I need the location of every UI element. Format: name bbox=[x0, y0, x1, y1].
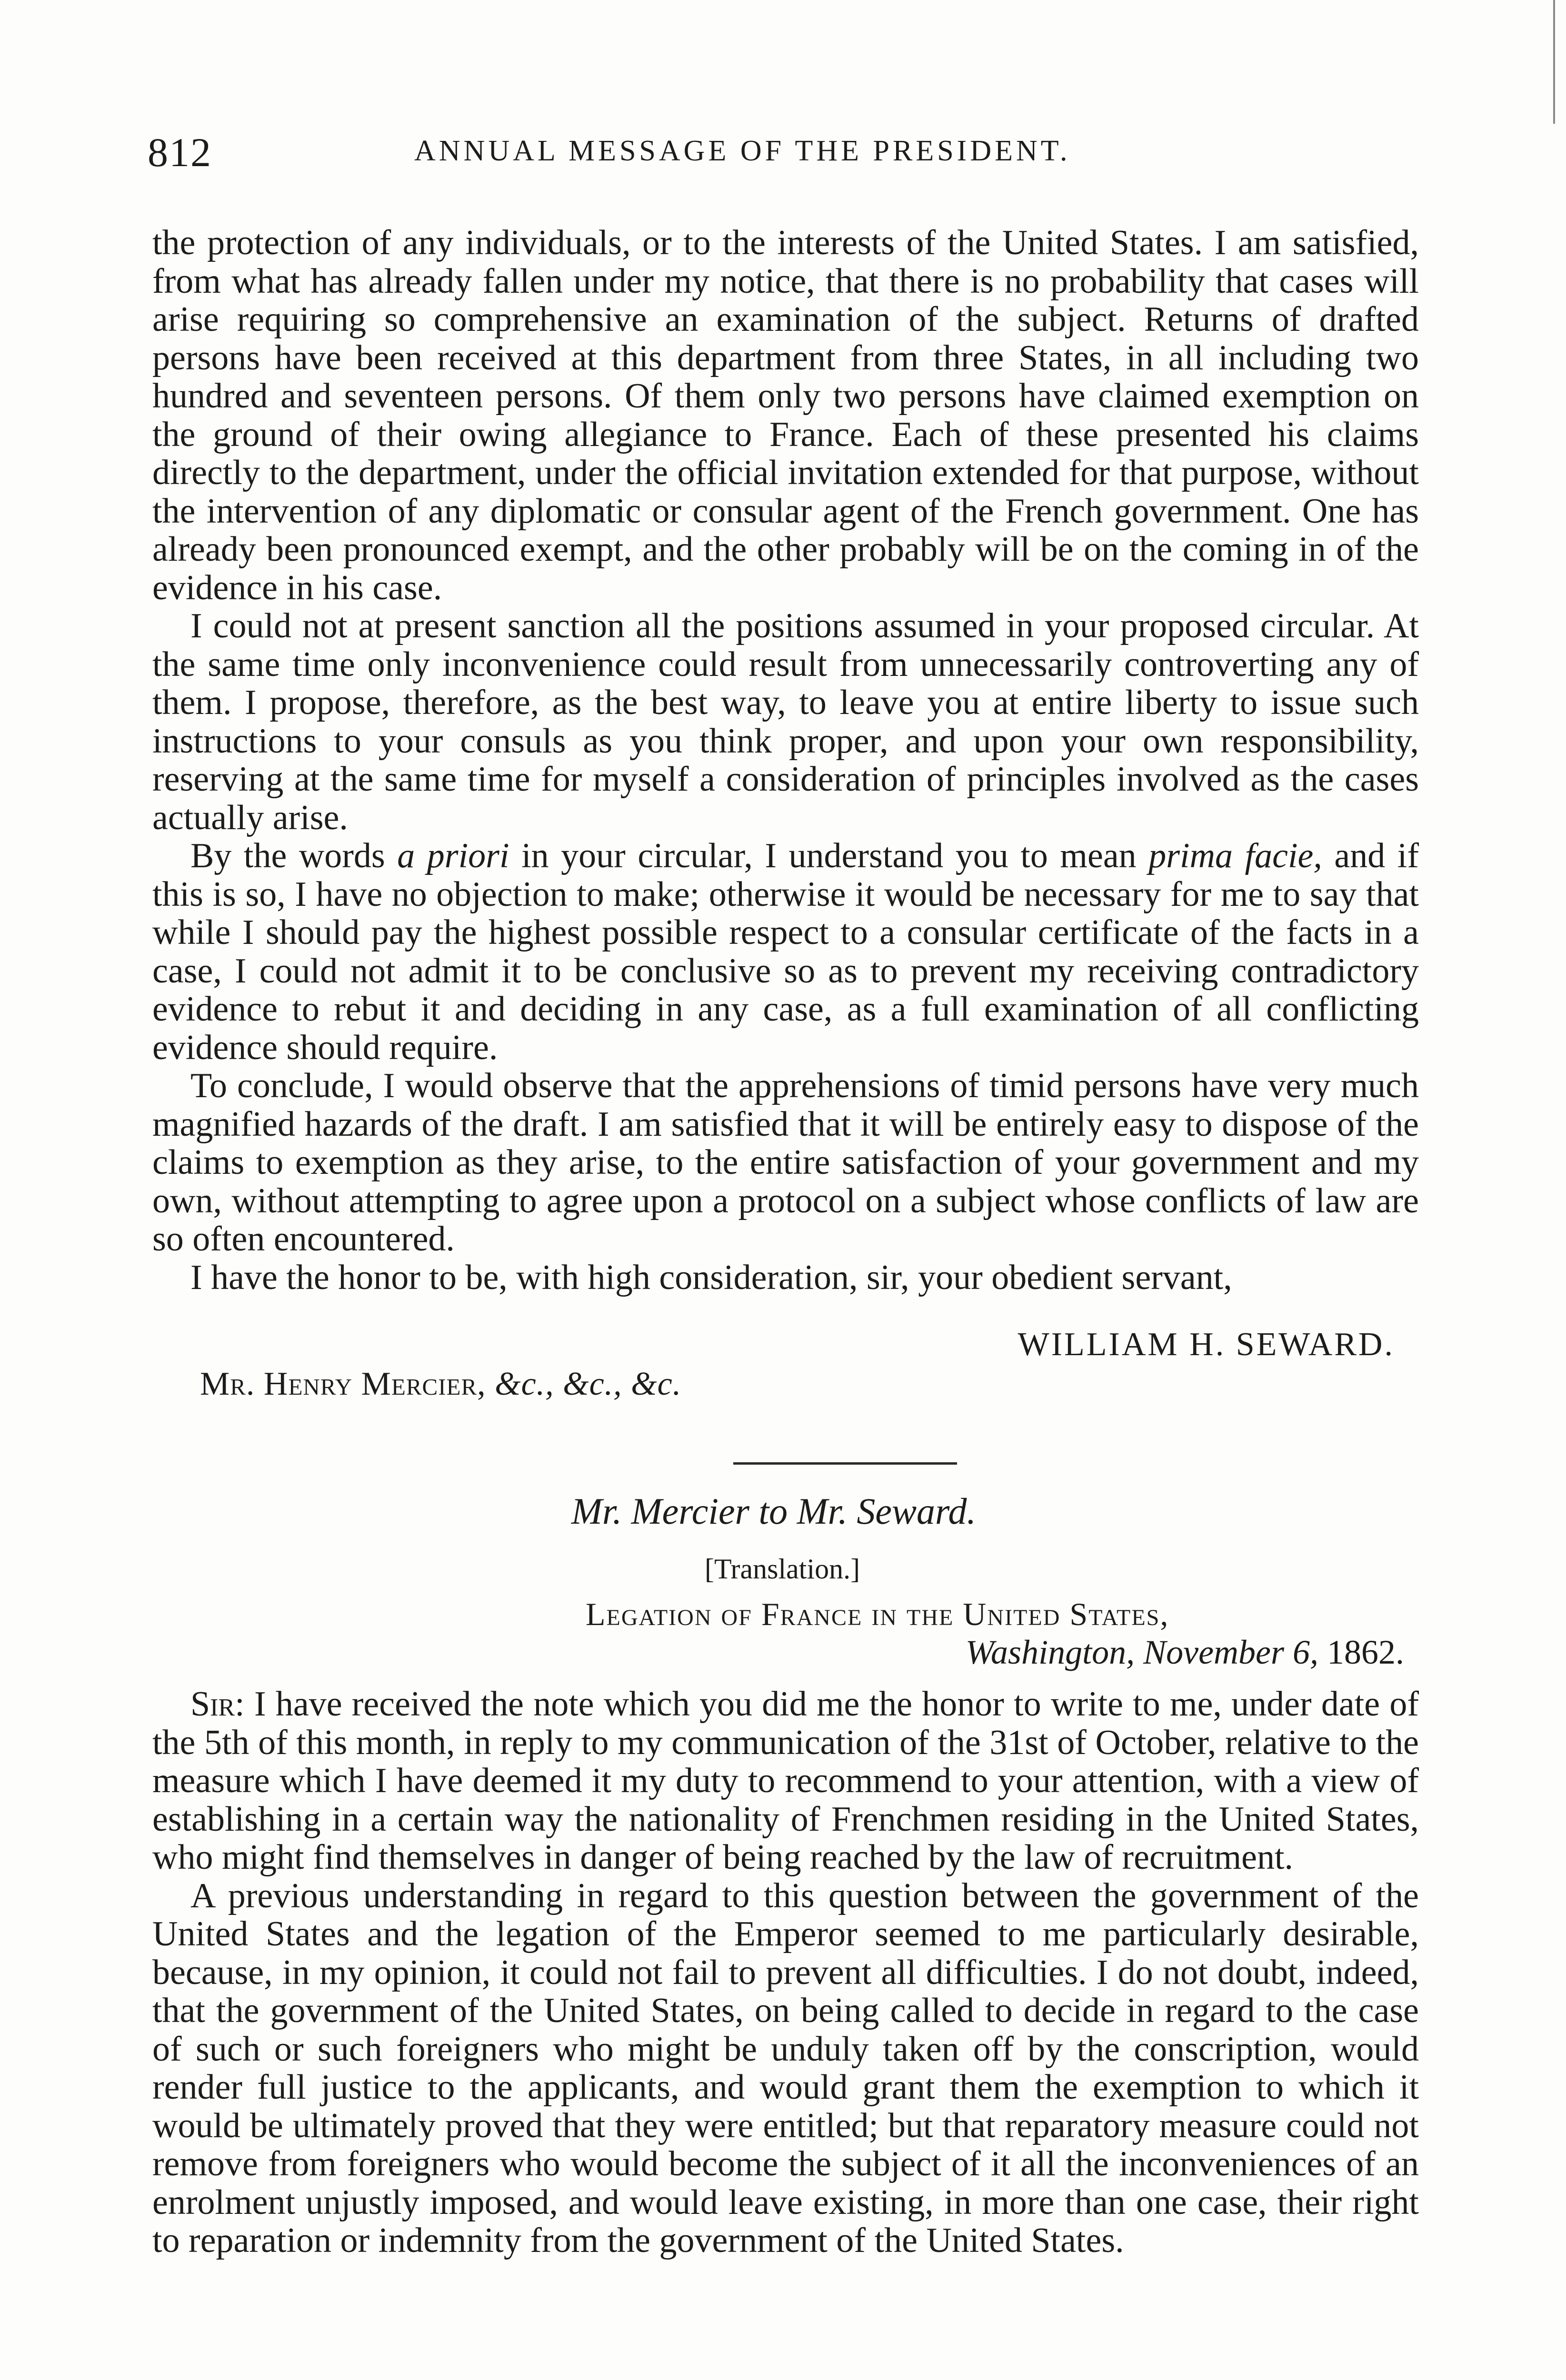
page-edge-mark bbox=[1553, 0, 1555, 124]
dateline-place: Washington, November 6, bbox=[965, 1633, 1318, 1671]
paragraph: A previous understanding in regard to this question between the government of the United States and the legation of the Emperor seemed to me particularly desirable, because, in my opinion, it could not fail to prevent all difficulties. I do not doubt, indeed, that the government of the United States, on being called to decide in regard to the case of such or such foreigners who might be unduly taken off by the conscription, would render full justice to the applicants, and would grant them the exemption to which it would be ultimately proved that they were entitled; but that reparatory measure could not remove from foreigners who would become the subject of it all the inconveniences of an enrolment unjustly imposed, and would leave existing, in more than one case, their right to reparation or indemnity from the government of the United States. bbox=[152, 1876, 1419, 2260]
paragraph-text: I have received the note which you did me the honor to write to me, under date of the 5th of this month, in reply to my communication of the 31st of October, relative to the measure which I have deemed it my duty to recommend to your attention, with a view of establishing in a certain way the nationality of Frenchmen residing in the United States, who might find themselves in danger of being reached by the law of recruitment. bbox=[152, 1685, 1419, 1877]
latin-phrase: a priori bbox=[397, 836, 509, 875]
translation-note: [Translation.] bbox=[705, 1553, 860, 1585]
running-title: ANNUAL MESSAGE OF THE PRESIDENT. bbox=[414, 135, 1071, 167]
paragraph: I could not at present sanction all the positions assumed in your proposed circular. At the same time only inconvenience could result from unnecessarily controverting any of them. I propose, therefore, as the best way, to leave you at entire liberty to issue such instructions to your consuls as you think proper, and upon your own responsibility, reserving at the same time for myself a consideration of principles involved as the cases actually arise. bbox=[152, 606, 1419, 837]
paragraph bbox=[152, 1685, 1419, 1877]
salutation: Sir: bbox=[190, 1685, 245, 1724]
running-head bbox=[148, 129, 1424, 181]
closing-line: I have the honor to be, with high consideration, sir, your obedient servant, bbox=[190, 1258, 1232, 1297]
paragraph-text: in your circular, I understand you to mean bbox=[509, 836, 1149, 875]
letter-heading: Mr. Mercier to Mr. Seward. bbox=[571, 1490, 976, 1532]
dateline bbox=[966, 1633, 1404, 1672]
paragraph-text: and if this is so, I have no objection to make; otherwise it would be necessary for me to say that while I should pay the highest possible respect to a consular certificate of the facts in a case, I could not admit it to be conclusive so as to prevent my receiving contradictory evidence to rebut it and deciding in any case, as a full examination of all conflicting evidence should require. bbox=[152, 836, 1419, 1067]
page-number: 812 bbox=[148, 129, 212, 175]
signature: WILLIAM H. SEWARD. bbox=[1017, 1326, 1395, 1363]
paragraph: To conclude, I would observe that the apprehensions of timid persons have very much magnified hazards of the draft. I am satisfied that it will be entirely easy to dispose of the claims to exemption as they arise, to the entire satisfaction of your government and my own, without attempting to agree upon a protocol on a subject whose conflicts of law are so often encountered. bbox=[152, 1066, 1419, 1259]
paragraph-text: By the words bbox=[190, 836, 398, 875]
dateline-year: 1862. bbox=[1327, 1633, 1404, 1671]
addressee bbox=[200, 1365, 681, 1403]
section-divider bbox=[733, 1462, 957, 1465]
latin-phrase: prima facie, bbox=[1148, 836, 1322, 875]
paragraph: the protection of any individuals, or to the interests of the United States. I am satisfied, from what has already fallen under my notice, that there is no probability that cases will arise requiring so comprehensive an examination of the subject. Returns of drafted persons have been received at this department from three States, in all including two hundred and seventeen persons. Of them only two persons have claimed exemption on the ground of their owing allegiance to France. Each of these presented his claims directly to the department, under the official invitation extended for that purpose, without the intervention of any diplomatic or consular agent of the French government. One has already been pronounced exempt, and the other probably will be on the coming in of the evidence in his case. bbox=[152, 223, 1419, 607]
addressee-etc: &c., &c., &c. bbox=[495, 1366, 682, 1402]
letter-seward-body bbox=[152, 224, 1419, 1297]
legation-line: Legation of France in the United States, bbox=[586, 1596, 1169, 1632]
addressee-name: Mr. Henry Mercier, bbox=[200, 1366, 486, 1402]
letter-mercier-body bbox=[152, 1685, 1419, 2260]
paragraph bbox=[152, 837, 1419, 1067]
